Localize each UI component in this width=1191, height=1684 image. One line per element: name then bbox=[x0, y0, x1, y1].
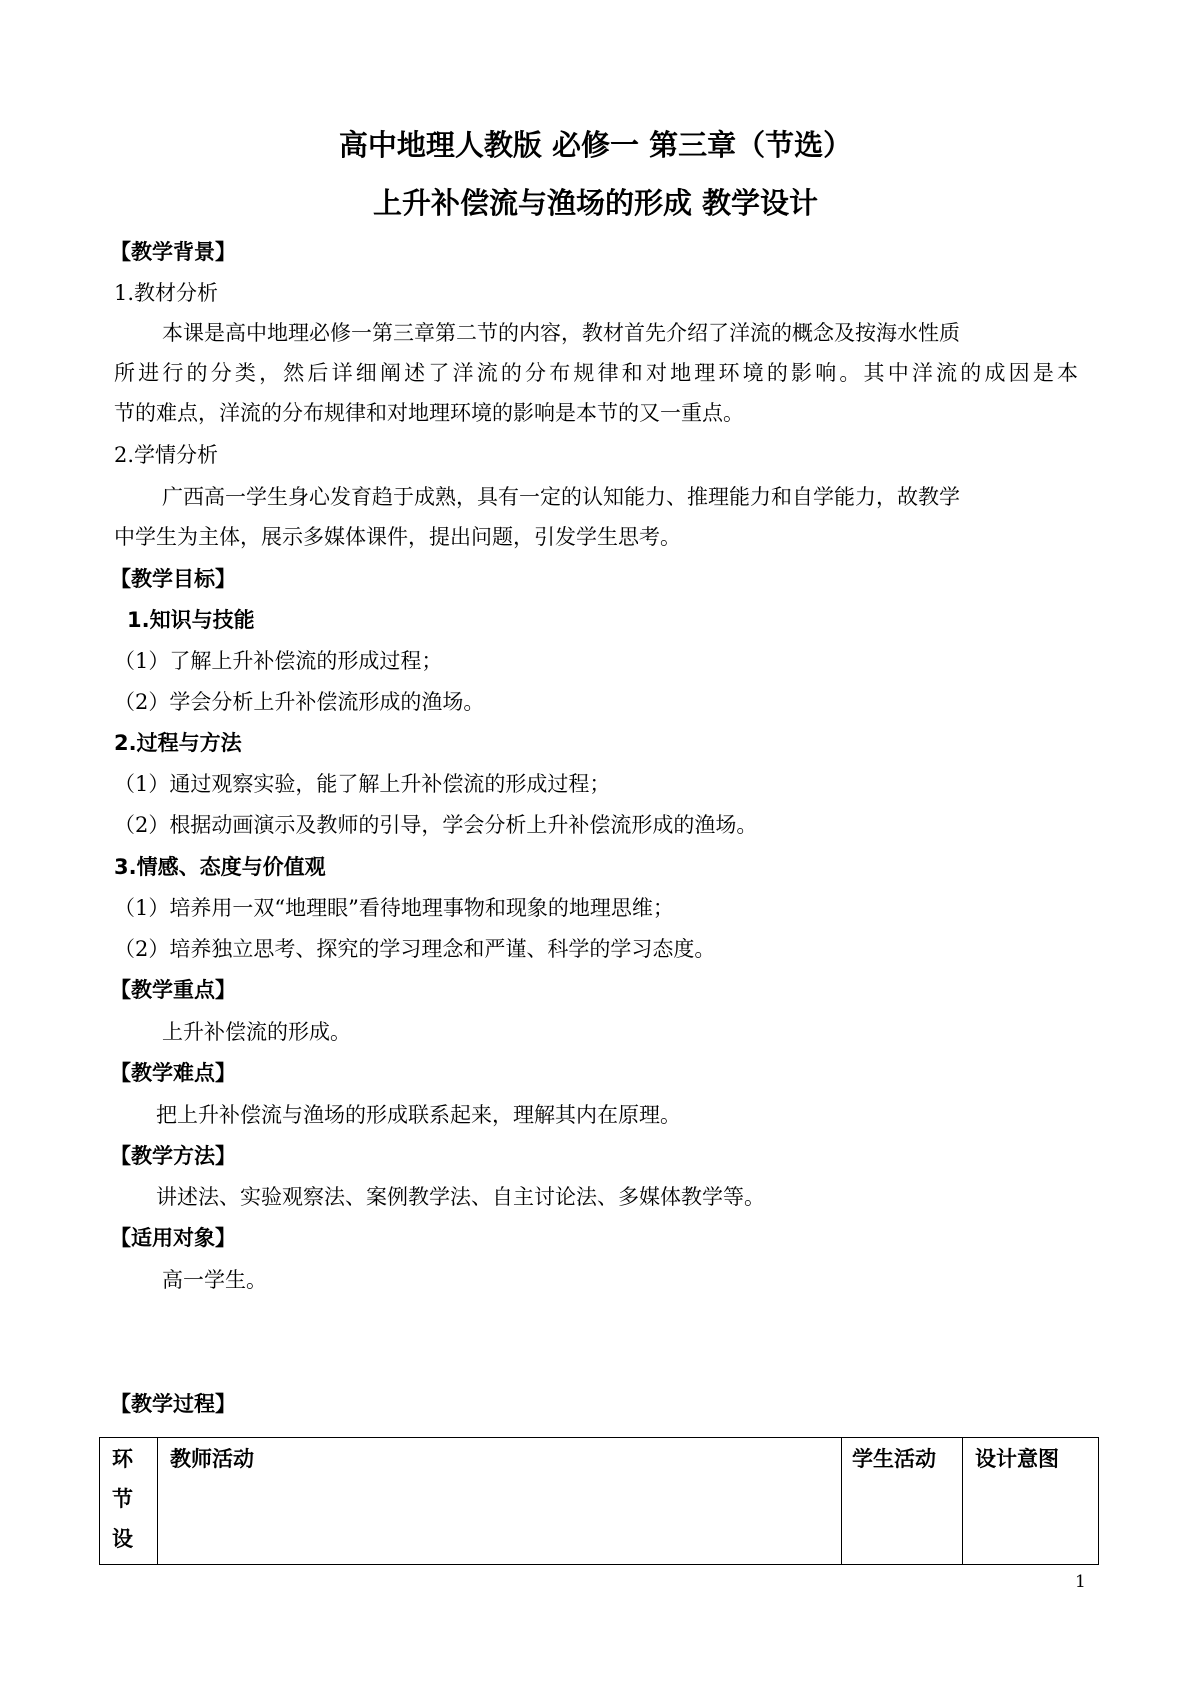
section-heading-objectives: 【教学目标】 bbox=[110, 567, 236, 591]
audience-text: 高一学生。 bbox=[162, 1268, 267, 1292]
section-heading-background: 【教学背景】 bbox=[110, 240, 236, 264]
table-cell-segment bbox=[100, 1438, 158, 1565]
segment-char: 环 bbox=[112, 1447, 133, 1471]
table-header-design-intent: 设计意图 bbox=[963, 1438, 1099, 1565]
section-heading-methods: 【教学方法】 bbox=[110, 1144, 236, 1168]
objective-title-process: 2.过程与方法 bbox=[114, 731, 242, 755]
document-subtitle: 上升补偿流与渔场的形成 教学设计 bbox=[372, 186, 819, 220]
objective-item: （2）培养独立思考、探究的学习理念和严谨、科学的学习态度。 bbox=[114, 937, 716, 961]
table-header-teacher-activity: 教师活动 bbox=[158, 1438, 842, 1565]
table-header-student-activity: 学生活动 bbox=[842, 1438, 963, 1565]
segment-char: 设 bbox=[112, 1527, 133, 1551]
objective-item: （1）培养用一双“地理眼”看待地理事物和现象的地理思维； bbox=[114, 896, 674, 920]
section-heading-process: 【教学过程】 bbox=[110, 1392, 236, 1416]
section-heading-difficulty: 【教学难点】 bbox=[110, 1061, 236, 1085]
objective-title-emotion: 3.情感、态度与价值观 bbox=[114, 855, 326, 879]
objective-title-knowledge: 1.知识与技能 bbox=[127, 608, 255, 632]
paragraph-line: 广西高一学生身心发育趋于成熟，具有一定的认知能力、推理能力和自学能力，故教学 bbox=[162, 485, 960, 509]
section-heading-key-point: 【教学重点】 bbox=[110, 978, 236, 1002]
paragraph-line: 节的难点，洋流的分布规律和对地理环境的影响是本节的又一重点。 bbox=[114, 401, 744, 425]
paragraph-line: 所进行的分类，然后详细阐述了洋流的分布规律和对地理环境的影响。其中洋流的成因是本 bbox=[114, 361, 1078, 385]
table-row bbox=[100, 1438, 1099, 1565]
difficulty-text: 把上升补偿流与渔场的形成联系起来，理解其内在原理。 bbox=[156, 1103, 681, 1127]
paragraph-line: 中学生为主体，展示多媒体课件，提出问题，引发学生思考。 bbox=[114, 525, 681, 549]
teaching-process-table bbox=[99, 1437, 1099, 1565]
item-title-student-analysis: 2.学情分析 bbox=[114, 443, 219, 467]
page-number: 1 bbox=[1075, 1572, 1086, 1592]
objective-item: （2）学会分析上升补偿流形成的渔场。 bbox=[114, 690, 485, 714]
section-heading-audience: 【适用对象】 bbox=[110, 1226, 236, 1250]
key-point-text: 上升补偿流的形成。 bbox=[162, 1020, 351, 1044]
objective-item: （1）通过观察实验，能了解上升补偿流的形成过程； bbox=[114, 772, 611, 796]
item-title-textbook-analysis: 1.教材分析 bbox=[114, 281, 219, 305]
paragraph-line: 本课是高中地理必修一第三章第二节的内容，教材首先介绍了洋流的概念及按海水性质 bbox=[162, 321, 960, 345]
objective-item: （1）了解上升补偿流的形成过程； bbox=[114, 649, 443, 673]
segment-char: 节 bbox=[112, 1487, 133, 1511]
document-title: 高中地理人教版 必修一 第三章（节选） bbox=[338, 128, 853, 162]
objective-item: （2）根据动画演示及教师的引导，学会分析上升补偿流形成的渔场。 bbox=[114, 813, 758, 837]
methods-text: 讲述法、实验观察法、案例教学法、自主讨论法、多媒体教学等。 bbox=[156, 1185, 765, 1209]
